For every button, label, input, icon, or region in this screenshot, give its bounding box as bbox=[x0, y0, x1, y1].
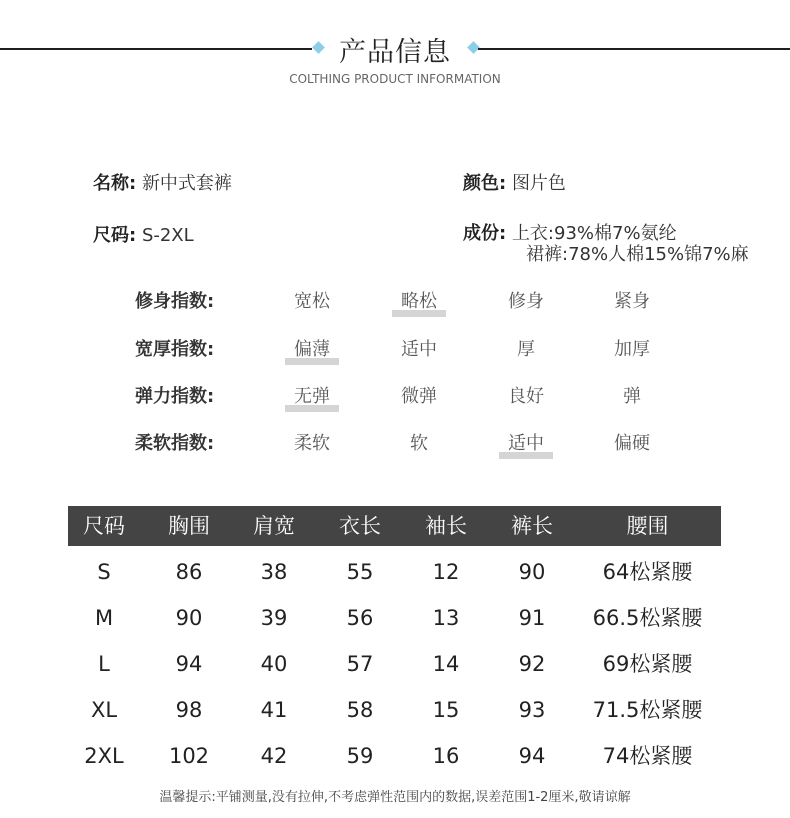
header-line-left bbox=[0, 48, 312, 50]
table-cell: 86 bbox=[175, 560, 203, 584]
table-header-cell: 衣长 bbox=[339, 514, 381, 538]
index-option-selected bbox=[272, 335, 352, 361]
measurement-note: 温馨提示:平铺测量,没有拉伸,不考虑弹性范围内的数据,误差范围1-2厘米,敬请谅解 bbox=[159, 790, 631, 805]
index-row bbox=[0, 429, 790, 459]
index-option-label: 适中 bbox=[508, 433, 544, 454]
size-table-header bbox=[68, 506, 721, 546]
index-option bbox=[379, 429, 459, 455]
composition-line1: 上衣:93%棉7%氨纶 bbox=[511, 223, 677, 244]
index-option-label: 加厚 bbox=[614, 339, 650, 360]
table-cell: 14 bbox=[432, 652, 460, 676]
table-cell: 74松紧腰 bbox=[602, 744, 693, 768]
index-option-label: 偏硬 bbox=[614, 433, 650, 454]
index-row bbox=[0, 335, 790, 365]
table-header-cell: 裤长 bbox=[511, 514, 553, 538]
table-cell: 64松紧腰 bbox=[602, 560, 693, 584]
table-cell: 38 bbox=[260, 560, 288, 584]
section-title: 产品信息 bbox=[339, 37, 451, 68]
index-option-label: 宽松 bbox=[294, 291, 330, 312]
index-option-label: 软 bbox=[410, 433, 428, 454]
table-cell: 2XL bbox=[84, 744, 124, 768]
table-cell: 58 bbox=[346, 698, 374, 722]
table-cell: M bbox=[94, 606, 114, 630]
table-cell: 15 bbox=[432, 698, 460, 722]
index-option-selected bbox=[379, 287, 459, 313]
index-option bbox=[592, 287, 672, 313]
index-label: 宽厚指数: bbox=[135, 339, 215, 360]
table-cell: 56 bbox=[346, 606, 374, 630]
table-cell: 69松紧腰 bbox=[602, 652, 693, 676]
table-row bbox=[68, 733, 721, 779]
table-cell: 92 bbox=[518, 652, 546, 676]
index-option-label: 略松 bbox=[401, 291, 437, 312]
table-cell: 16 bbox=[432, 744, 460, 768]
info-color bbox=[463, 169, 566, 195]
table-cell: 94 bbox=[175, 652, 203, 676]
index-option bbox=[272, 287, 352, 313]
table-cell: XL bbox=[90, 698, 118, 722]
table-cell: L bbox=[98, 652, 110, 676]
index-label: 修身指数: bbox=[135, 291, 215, 312]
size-label: 尺码: bbox=[93, 225, 137, 246]
table-cell: 40 bbox=[260, 652, 288, 676]
table-cell: 66.5松紧腰 bbox=[592, 606, 703, 630]
info-size bbox=[93, 221, 194, 247]
table-cell: 93 bbox=[518, 698, 546, 722]
table-header-cell: 腰围 bbox=[626, 514, 669, 538]
size-value: S-2XL bbox=[141, 225, 194, 246]
table-header-cell: 尺码 bbox=[83, 514, 125, 538]
index-option-label: 弹 bbox=[623, 386, 641, 407]
table-header-cell: 袖长 bbox=[425, 514, 467, 538]
index-option bbox=[379, 335, 459, 361]
index-option bbox=[592, 335, 672, 361]
table-cell: 55 bbox=[346, 560, 374, 584]
table-cell: 102 bbox=[168, 744, 210, 768]
index-option bbox=[592, 429, 672, 455]
table-cell: 90 bbox=[518, 560, 546, 584]
table-cell: 94 bbox=[518, 744, 546, 768]
index-option-label: 紧身 bbox=[614, 291, 650, 312]
table-header-cell: 胸围 bbox=[168, 514, 210, 538]
table-cell: 13 bbox=[432, 606, 460, 630]
table-row bbox=[68, 595, 721, 641]
table-row bbox=[68, 549, 721, 595]
color-label: 颜色: bbox=[463, 173, 507, 194]
section-subtitle: COLTHING PRODUCT INFORMATION bbox=[289, 72, 501, 86]
index-option-label: 适中 bbox=[401, 339, 437, 360]
color-value: 图片色 bbox=[511, 173, 566, 194]
table-cell: 71.5松紧腰 bbox=[592, 698, 703, 722]
index-option bbox=[379, 382, 459, 408]
index-option-label: 微弹 bbox=[401, 386, 437, 407]
table-cell: 42 bbox=[260, 744, 288, 768]
index-option-selected bbox=[272, 382, 352, 408]
header-line-right bbox=[478, 48, 790, 50]
table-cell: 12 bbox=[432, 560, 460, 584]
composition-label: 成份: bbox=[463, 223, 507, 244]
table-cell: 90 bbox=[175, 606, 203, 630]
table-row bbox=[68, 687, 721, 733]
index-option-label: 良好 bbox=[508, 386, 544, 407]
index-option bbox=[486, 335, 566, 361]
index-option-label: 修身 bbox=[508, 291, 544, 312]
table-cell: 57 bbox=[346, 652, 374, 676]
table-cell: 59 bbox=[346, 744, 374, 768]
index-option-label: 偏薄 bbox=[294, 339, 330, 360]
index-option-label: 厚 bbox=[517, 339, 535, 360]
name-value: 新中式套裤 bbox=[141, 173, 232, 194]
table-row bbox=[68, 641, 721, 687]
table-cell: S bbox=[97, 560, 111, 584]
index-label: 弹力指数: bbox=[135, 386, 215, 407]
index-option bbox=[272, 429, 352, 455]
index-option-label: 柔软 bbox=[294, 433, 330, 454]
index-row bbox=[0, 382, 790, 412]
table-cell: 41 bbox=[260, 698, 288, 722]
index-option-selected bbox=[486, 429, 566, 455]
index-option-label: 无弹 bbox=[294, 386, 330, 407]
diamond-icon-left bbox=[312, 41, 325, 54]
index-option bbox=[592, 382, 672, 408]
table-cell: 39 bbox=[260, 606, 288, 630]
table-header-cell: 肩宽 bbox=[253, 514, 295, 538]
table-cell: 91 bbox=[518, 606, 546, 630]
info-name bbox=[93, 169, 232, 195]
index-row bbox=[0, 287, 790, 317]
name-label: 名称: bbox=[93, 173, 137, 194]
composition-line2: 裙裤:78%人棉15%锦7%麻 bbox=[526, 244, 749, 265]
index-option bbox=[486, 287, 566, 313]
table-cell: 98 bbox=[175, 698, 203, 722]
index-label: 柔软指数: bbox=[135, 433, 215, 454]
index-option bbox=[486, 382, 566, 408]
